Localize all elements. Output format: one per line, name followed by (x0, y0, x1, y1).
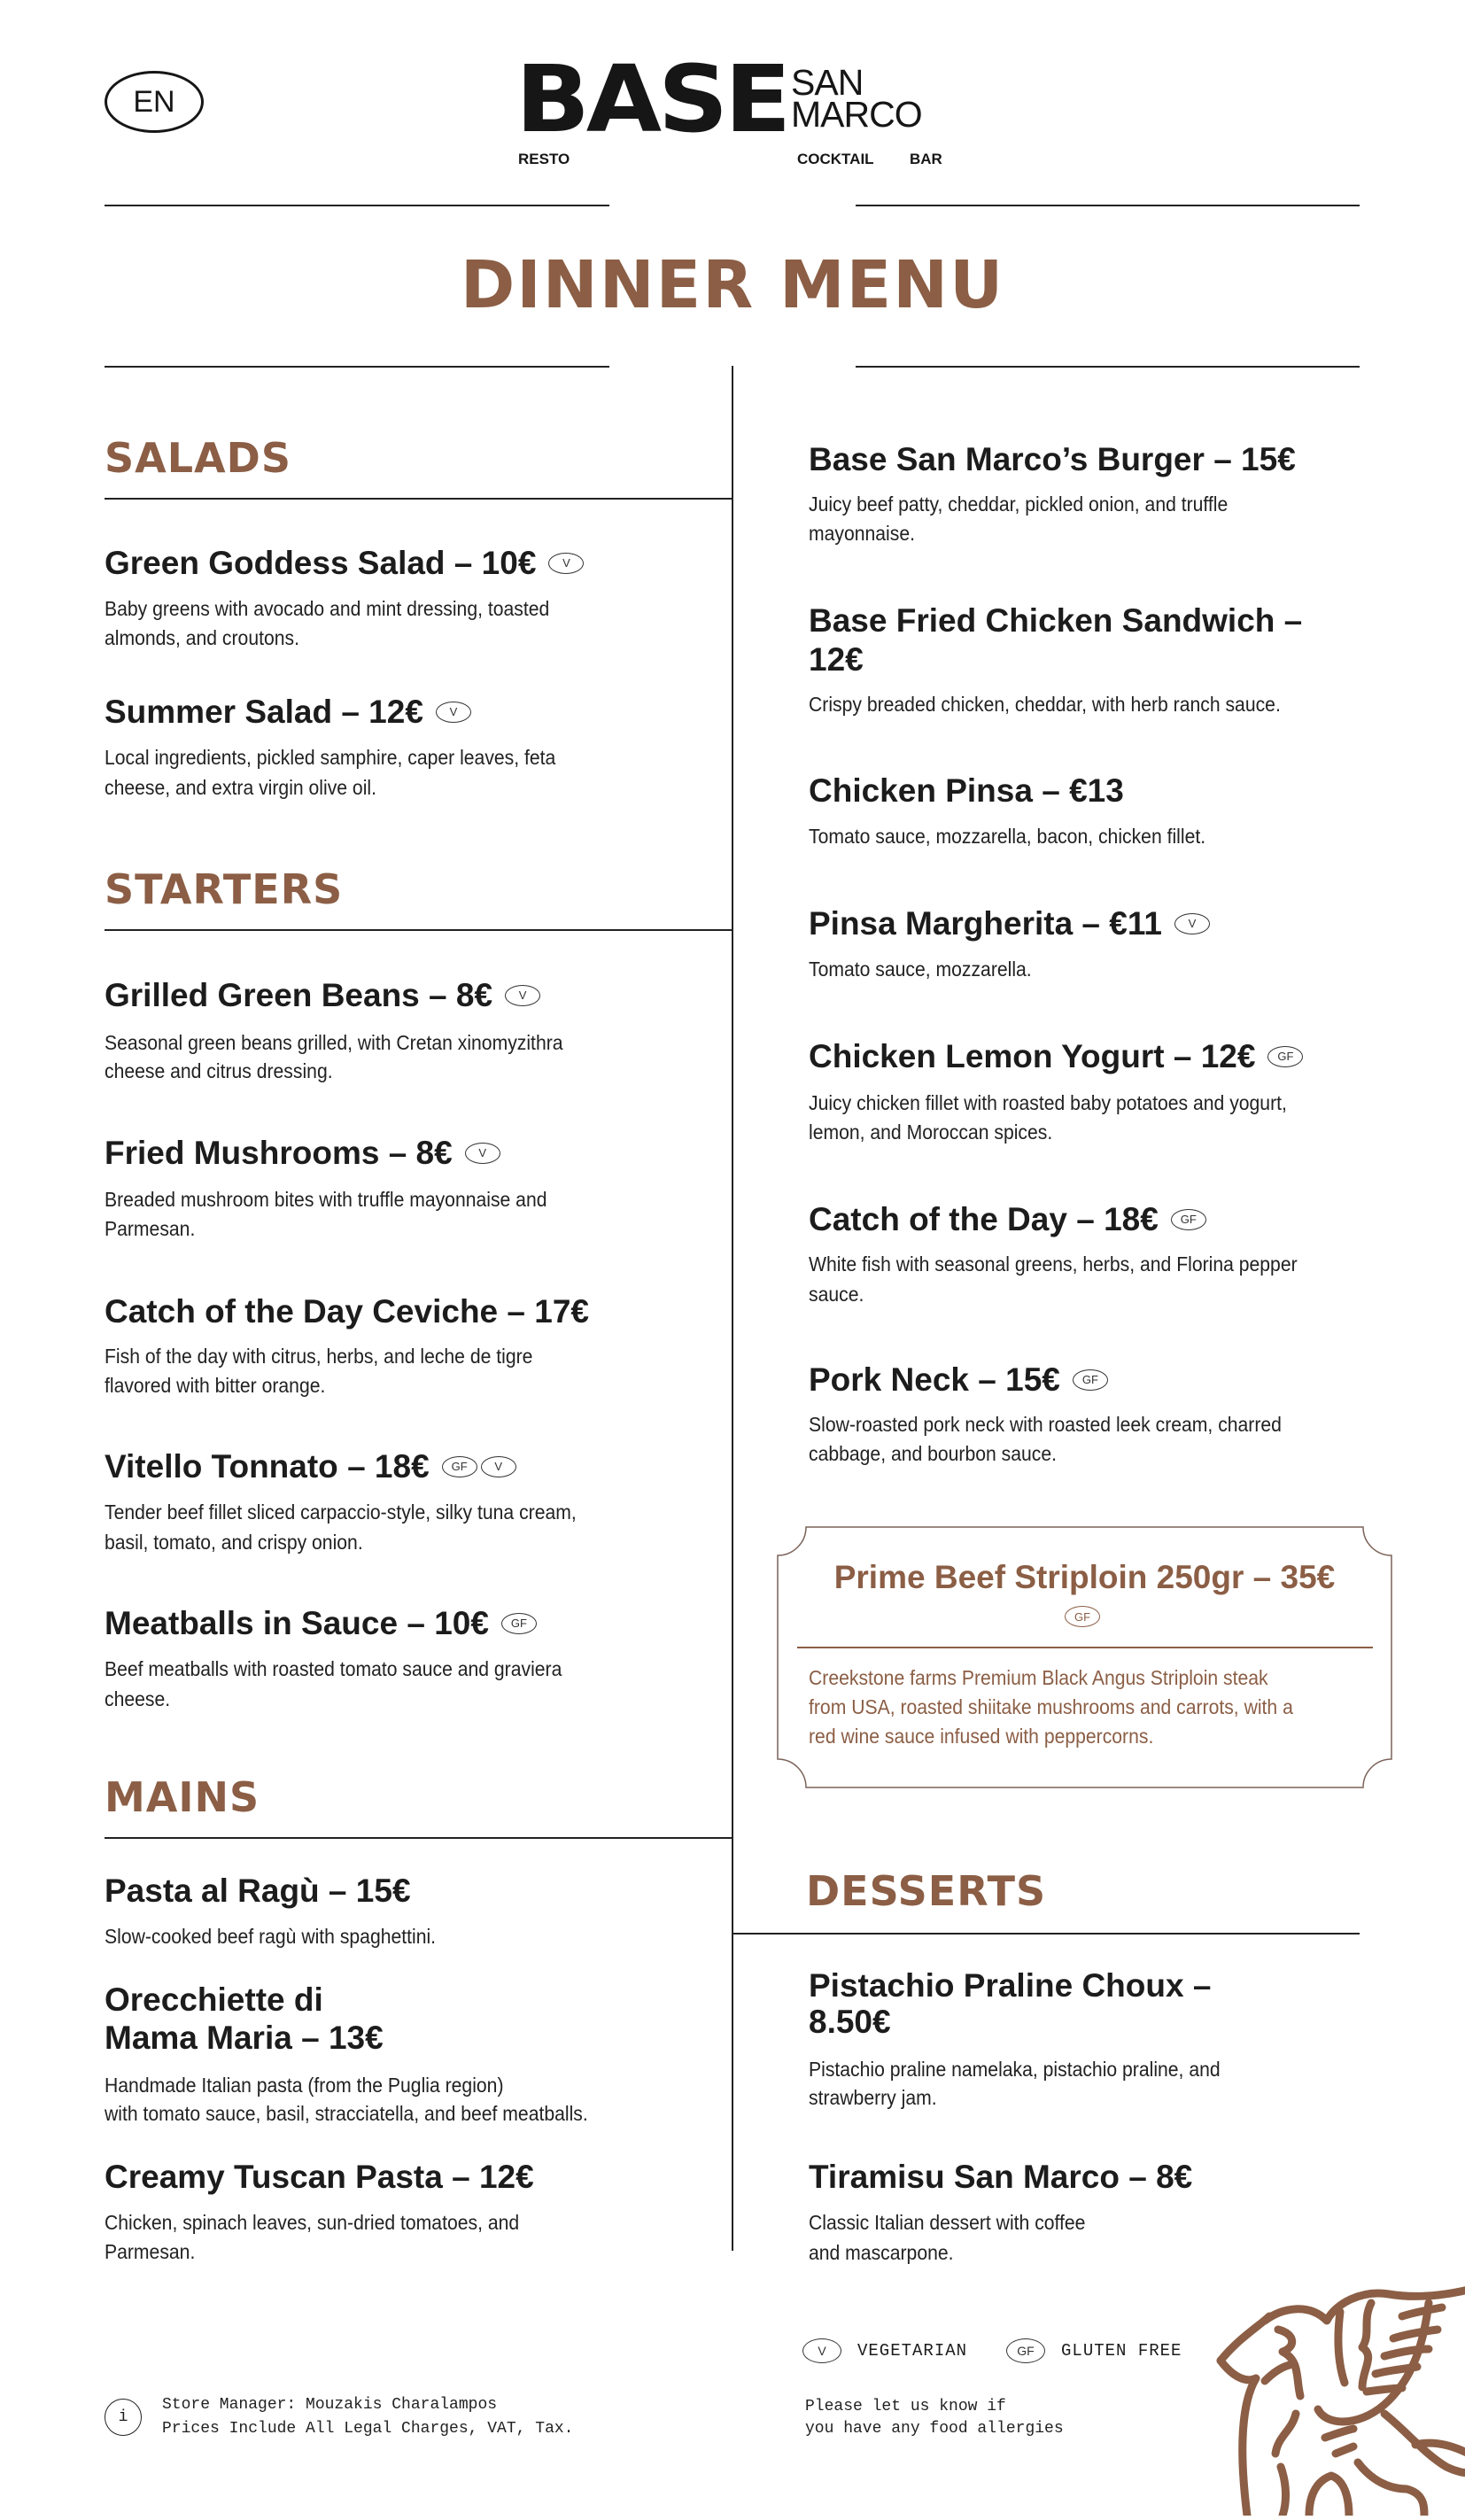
special-item-desc (809, 1663, 1379, 1751)
section-title-salads: SALADS (105, 434, 291, 482)
item-desc: Parmesan. (105, 1217, 196, 1240)
language-label: EN (133, 84, 175, 119)
item-desc: Baby greens with avocado and mint dressing, toasted (105, 597, 550, 620)
logo-marco: MARCO (791, 94, 922, 135)
language-badge[interactable] (105, 71, 204, 133)
section-title-mains: MAINS (105, 1773, 260, 1821)
item-title: Pinsa Margherita – €11 V (809, 904, 1210, 943)
vegetarian-tag-icon: V (465, 1143, 500, 1164)
item-desc: Classic Italian dessert with coffee (809, 2211, 1086, 2234)
special-desc-line: Creekstone farms Premium Black Angus Striploin steak (809, 1666, 1268, 1689)
allergy-note-line1: Please let us know if (805, 2398, 1006, 2415)
item-title: Mama Maria – 13€ (105, 2020, 384, 2056)
logo-bar: BAR (910, 151, 942, 167)
item-title: Catch of the Day – 18€ GF (809, 1200, 1206, 1239)
winged-lion-icon (1212, 2268, 1465, 2520)
section-divider-desserts (732, 1933, 1360, 1935)
item-title: Fried Mushrooms – 8€ V (105, 1134, 500, 1173)
logo-resto: RESTO (518, 151, 570, 167)
info-icon: i (105, 2399, 142, 2436)
item-title: Pistachio Praline Choux – (809, 1967, 1212, 2004)
prices-note-text: Prices Include All Legal Charges, VAT, Tax. (162, 2420, 574, 2438)
item-title: 12€ (809, 641, 864, 678)
special-item-card (777, 1526, 1392, 1788)
allergy-note-line2: you have any food allergies (805, 2420, 1064, 2438)
item-desc: with tomato sauce, basil, stracciatella, and beef meatballs. (105, 2102, 588, 2125)
item-desc: Juicy chicken fillet with roasted baby potatoes and yogurt, (809, 1091, 1287, 1114)
header-divider-top-right (856, 205, 1360, 206)
special-item-tag (1065, 1606, 1100, 1627)
item-title: Catch of the Day Ceviche – 17€ (105, 1293, 589, 1330)
gluten-free-tag-icon: GF (1171, 1209, 1206, 1230)
gluten-free-tag-icon: GF (1006, 2338, 1045, 2363)
item-title: Summer Salad – 12€ V (105, 693, 471, 732)
item-title: Base San Marco’s Burger – 15€ (809, 441, 1296, 477)
item-desc: almonds, and croutons. (105, 626, 299, 649)
item-desc: Handmade Italian pasta (from the Puglia region) (105, 2074, 504, 2097)
special-item-title: Prime Beef Striploin 250gr – 35€ (833, 1559, 1336, 1595)
item-desc: basil, tomato, and crispy onion. (105, 1531, 363, 1554)
item-desc: and mascarpone. (809, 2241, 954, 2264)
item-desc: flavored with bitter orange. (105, 1374, 326, 1397)
item-desc: cheese, and extra virgin olive oil. (105, 776, 376, 799)
item-desc: cheese. (105, 1687, 171, 1710)
item-desc: Pistachio praline namelaka, pistachio praline, and (809, 2058, 1221, 2081)
item-title: Pork Neck – 15€ GF (809, 1361, 1108, 1400)
item-desc: strawberry jam. (809, 2086, 937, 2109)
item-desc: Fish of the day with citrus, herbs, and leche de tigre (105, 1345, 533, 1368)
logo-san: SAN (791, 62, 864, 103)
vegetarian-tag-icon: V (481, 1456, 516, 1477)
item-desc: Tomato sauce, mozzarella, bacon, chicken fillet. (809, 825, 1206, 848)
item-title: Pasta al Ragù – 15€ (105, 1873, 411, 1909)
item-desc: Juicy beef patty, cheddar, pickled onion, and truffle (809, 492, 1229, 516)
item-desc: Breaded mushroom bites with truffle mayonnaise and (105, 1188, 547, 1211)
item-desc: Tomato sauce, mozzarella. (809, 958, 1032, 981)
item-title: Chicken Lemon Yogurt – 12€ GF (809, 1037, 1303, 1076)
item-desc: Crispy breaded chicken, cheddar, with herb ranch sauce. (809, 693, 1281, 716)
vegetarian-tag-icon: V (802, 2338, 841, 2363)
item-desc: Seasonal green beans grilled, with Cretan xinomyzithra (105, 1031, 563, 1054)
header-divider-bottom-right (856, 366, 1360, 368)
item-title: 8.50€ (809, 2004, 891, 2040)
item-desc: cheese and citrus dressing. (105, 1059, 333, 1082)
vegetarian-tag-icon: V (436, 702, 471, 723)
legend-vegetarian-label: VEGETARIAN (857, 2341, 968, 2361)
vegetarian-tag-icon: V (505, 985, 540, 1006)
item-desc: sauce. (809, 1283, 864, 1306)
item-title: Chicken Pinsa – €13 (809, 772, 1124, 809)
item-desc: Local ingredients, pickled samphire, caper leaves, feta (105, 746, 556, 769)
gluten-free-tag-icon: GF (1267, 1046, 1303, 1067)
gluten-free-tag-icon: GF (442, 1456, 477, 1477)
page-title: DINNER MENU (460, 247, 1005, 323)
section-title-starters: STARTERS (105, 865, 344, 913)
item-desc: Slow-cooked beef ragù with spaghettini. (105, 1925, 437, 1948)
header-divider-top-left (105, 205, 609, 206)
special-desc-line: red wine sauce infused with peppercorns. (809, 1725, 1154, 1748)
store-manager-text: Store Manager: Mouzakis Charalampos (162, 2396, 498, 2414)
section-divider-salads (105, 498, 732, 500)
item-desc: cabbage, and bourbon sauce. (809, 1442, 1058, 1465)
item-title: Tiramisu San Marco – 8€ (809, 2159, 1193, 2195)
section-title-desserts: DESSERTS (806, 1867, 1047, 1915)
section-divider-starters (105, 929, 732, 931)
item-desc: White fish with seasonal greens, herbs, and Florina pepper (809, 1252, 1298, 1276)
column-divider (732, 366, 733, 2251)
item-desc: Chicken, spinach leaves, sun-dried tomatoes, and (105, 2211, 520, 2234)
gluten-free-tag-icon: GF (1073, 1369, 1108, 1391)
dietary-legend (802, 2338, 1221, 2363)
gluten-free-tag-icon: GF (1065, 1606, 1100, 1627)
item-title: Creamy Tuscan Pasta – 12€ (105, 2159, 534, 2195)
header-divider-bottom-left (105, 366, 609, 368)
item-desc: lemon, and Moroccan spices. (809, 1120, 1053, 1144)
vegetarian-tag-icon: V (548, 553, 584, 574)
item-title: Orecchiette di (105, 1981, 323, 2018)
special-desc-line: from USA, roasted shiitake mushrooms and carrots, with a (809, 1695, 1293, 1718)
legend-gluten-free-label: GLUTEN FREE (1061, 2341, 1182, 2361)
item-desc: Slow-roasted pork neck with roasted leek cream, charred (809, 1413, 1282, 1436)
item-title: Base Fried Chicken Sandwich – (809, 602, 1303, 639)
item-desc: mayonnaise. (809, 522, 915, 545)
item-desc: Beef meatballs with roasted tomato sauce and graviera (105, 1657, 562, 1680)
logo-base: BASE (515, 45, 788, 153)
item-title: Green Goddess Salad – 10€ V (105, 544, 584, 583)
item-title: Grilled Green Beans – 8€ V (105, 976, 540, 1015)
item-title: Vitello Tonnato – 18€ GF V (105, 1447, 516, 1486)
item-desc: Parmesan. (105, 2240, 196, 2263)
item-title: Meatballs in Sauce – 10€ GF (105, 1604, 537, 1643)
section-divider-mains (105, 1837, 732, 1839)
gluten-free-tag-icon: GF (501, 1613, 537, 1634)
special-item-divider (797, 1647, 1373, 1648)
logo-cocktail: COCKTAIL (797, 151, 874, 167)
vegetarian-tag-icon: V (1174, 913, 1210, 934)
item-desc: Tender beef fillet sliced carpaccio-style, silky tuna cream, (105, 1500, 577, 1524)
